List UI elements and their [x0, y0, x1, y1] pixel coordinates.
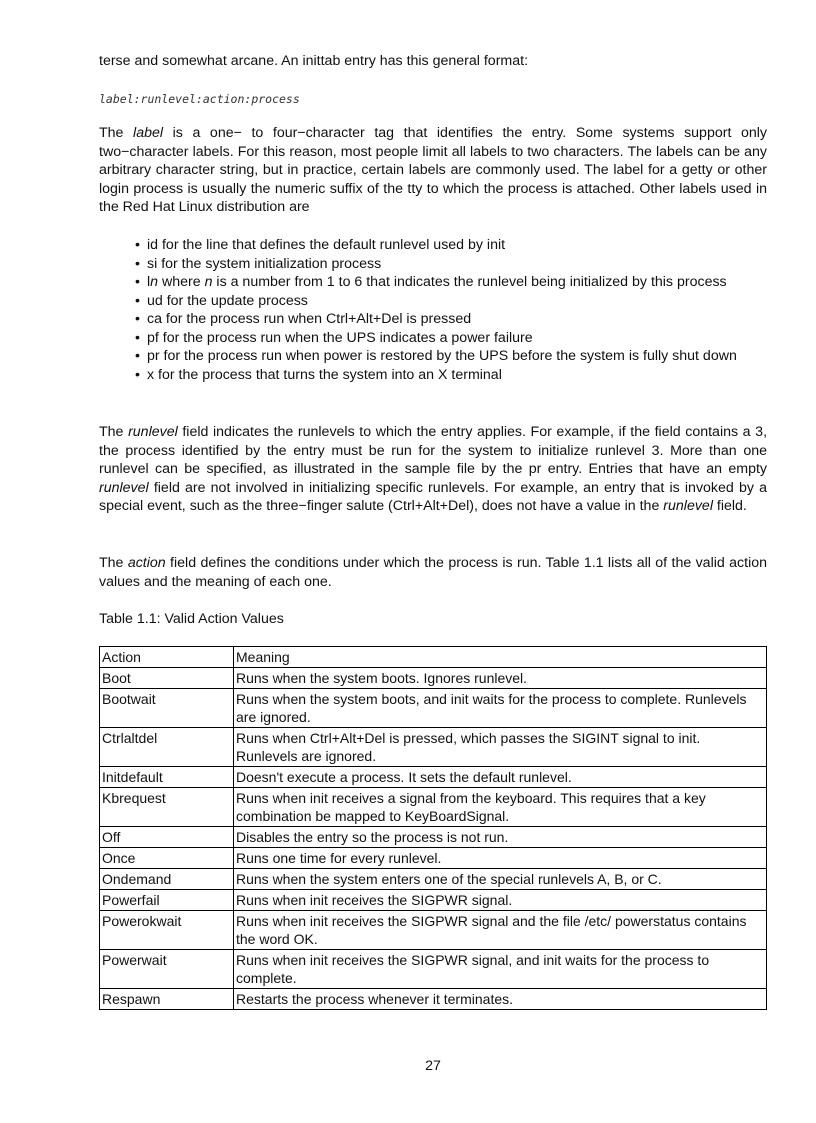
action-cell: Boot: [100, 668, 234, 689]
para2-text-4: field.: [712, 498, 747, 514]
para3-em-action: action: [127, 555, 166, 571]
action-cell: Ondemand: [100, 869, 234, 890]
meaning-cell: Runs when the system enters one of the special runlevels A, B, or C.: [234, 869, 767, 890]
meaning-cell: Runs one time for every runlevel.: [234, 848, 767, 869]
meaning-cell: Disables the entry so the process is not run.: [234, 827, 767, 848]
column-header-meaning: Meaning: [234, 647, 767, 668]
table-row: [100, 890, 767, 911]
inittab-format-line: label:runlevel:action:process: [99, 92, 300, 106]
para2-text-3: field are not involved in initializing specific runlevels. For example, an entry that is invoked by a special event, such as the three−finger salute (Ctrl+Alt+Del), does not have a value in the: [99, 479, 767, 514]
action-cell: Off: [100, 827, 234, 848]
column-header-action: Action: [100, 647, 234, 668]
table-row: [100, 827, 767, 848]
valid-action-values-table: [99, 646, 767, 1010]
meaning-cell: Runs when Ctrl+Alt+Del is pressed, which passes the SIGINT signal to init. Runlevels are ignored.: [234, 728, 767, 767]
list-item: • ca for the process run when Ctrl+Alt+Del is pressed: [135, 310, 767, 329]
action-cell: Powerokwait: [100, 911, 234, 950]
table-row: [100, 848, 767, 869]
list-item-text: l: [147, 274, 151, 290]
table-row: [100, 689, 767, 728]
meaning-cell: Runs when init receives the SIGPWR signal, and init waits for the process to complete.: [234, 950, 767, 989]
meaning-cell: Doesn't execute a process. It sets the default runlevel.: [234, 767, 767, 788]
action-cell: Powerfail: [100, 890, 234, 911]
meaning-cell: Runs when the system boots. Ignores runlevel.: [234, 668, 767, 689]
label-paragraph: [99, 124, 767, 217]
para2-em-runlevel: runlevel: [663, 498, 713, 514]
meaning-cell: Runs when the system boots, and init waits for the process to complete. Runlevels are ignored.: [234, 689, 767, 728]
table-row: [100, 950, 767, 989]
para2-em-runlevel: runlevel: [128, 424, 178, 440]
para1-em-label: label: [133, 125, 164, 141]
meaning-cell: Restarts the process whenever it terminates.: [234, 989, 767, 1010]
table-row: [100, 668, 767, 689]
action-cell: Respawn: [100, 989, 234, 1010]
table-row: [100, 788, 767, 827]
runlevel-paragraph: [99, 423, 767, 516]
list-item: [135, 273, 767, 292]
list-item: • pr for the process run when power is restored by the UPS before the system is fully shut down: [135, 347, 767, 366]
intro-text: terse and somewhat arcane. An inittab entry has this general format:: [99, 53, 529, 69]
para1-text-1: The: [99, 125, 134, 141]
list-item: • si for the system initialization process: [135, 255, 767, 274]
list-item-em: n: [204, 274, 213, 290]
list-item: • ud for the update process: [135, 292, 767, 311]
para1-text-2: is a one− to four−character tag that identifies the entry. Some systems support only two−character labels. For this reason, most people limit all labels to two characters. The labels can be any arbitrary character string, but in practice, certain labels are commonly used. The label for a getty or other login process is usually the numeric suffix of the tty to which the process is attached. Other labels used in the Red Hat Linux distribution are: [99, 125, 768, 215]
meaning-cell: Runs when init receives a signal from the keyboard. This requires that a key combination be mapped to KeyBoardSignal.: [234, 788, 767, 827]
list-item: • pf for the process run when the UPS indicates a power failure: [135, 329, 767, 348]
para2-em-runlevel: runlevel: [99, 479, 149, 496]
table-caption: Table 1.1: Valid Action Values: [99, 611, 284, 627]
meaning-cell: Runs when init receives the SIGPWR signal and the file /etc/ powerstatus contains the word OK.: [234, 911, 767, 950]
para2-text-1: The: [99, 424, 129, 440]
action-cell: Kbrequest: [100, 788, 234, 827]
page-number: 27: [425, 1058, 441, 1074]
action-cell: Bootwait: [100, 689, 234, 728]
action-paragraph: [99, 554, 767, 591]
list-item: • x for the process that turns the system into an X terminal: [135, 366, 767, 385]
action-cell: Initdefault: [100, 767, 234, 788]
list-item-text: where: [158, 274, 205, 290]
action-cell: Ctrlaltdel: [100, 728, 234, 767]
list-item: • id for the line that defines the default runlevel used by init: [135, 236, 767, 255]
table-row: [100, 989, 767, 1010]
table-row: [100, 728, 767, 767]
para3-text-1: The: [99, 555, 128, 571]
table-row: [100, 911, 767, 950]
para2-text-2: field indicates the runlevels to which the entry applies. For example, if the field contains a 3, the process identified by the entry must be run for the system to initialize runlevel 3. More than one runlevel can be specified, as illustrated in the sample file by the pr entry. Entries that have an empty: [99, 424, 768, 477]
list-item-em: n: [150, 274, 159, 290]
action-cell: Powerwait: [100, 950, 234, 989]
table-row: [100, 869, 767, 890]
list-item-text: is a number from 1 to 6 that indicates the runlevel being initialized by this process: [212, 274, 727, 290]
para3-text-2: field defines the conditions under which the process is run. Table 1.1 lists all of the valid action values and the meaning of each one.: [99, 555, 768, 590]
table-header-row: [100, 647, 767, 668]
label-list: [135, 236, 767, 384]
meaning-cell: Runs when init receives the SIGPWR signal.: [234, 890, 767, 911]
action-cell: Once: [100, 848, 234, 869]
table-row: [100, 767, 767, 788]
